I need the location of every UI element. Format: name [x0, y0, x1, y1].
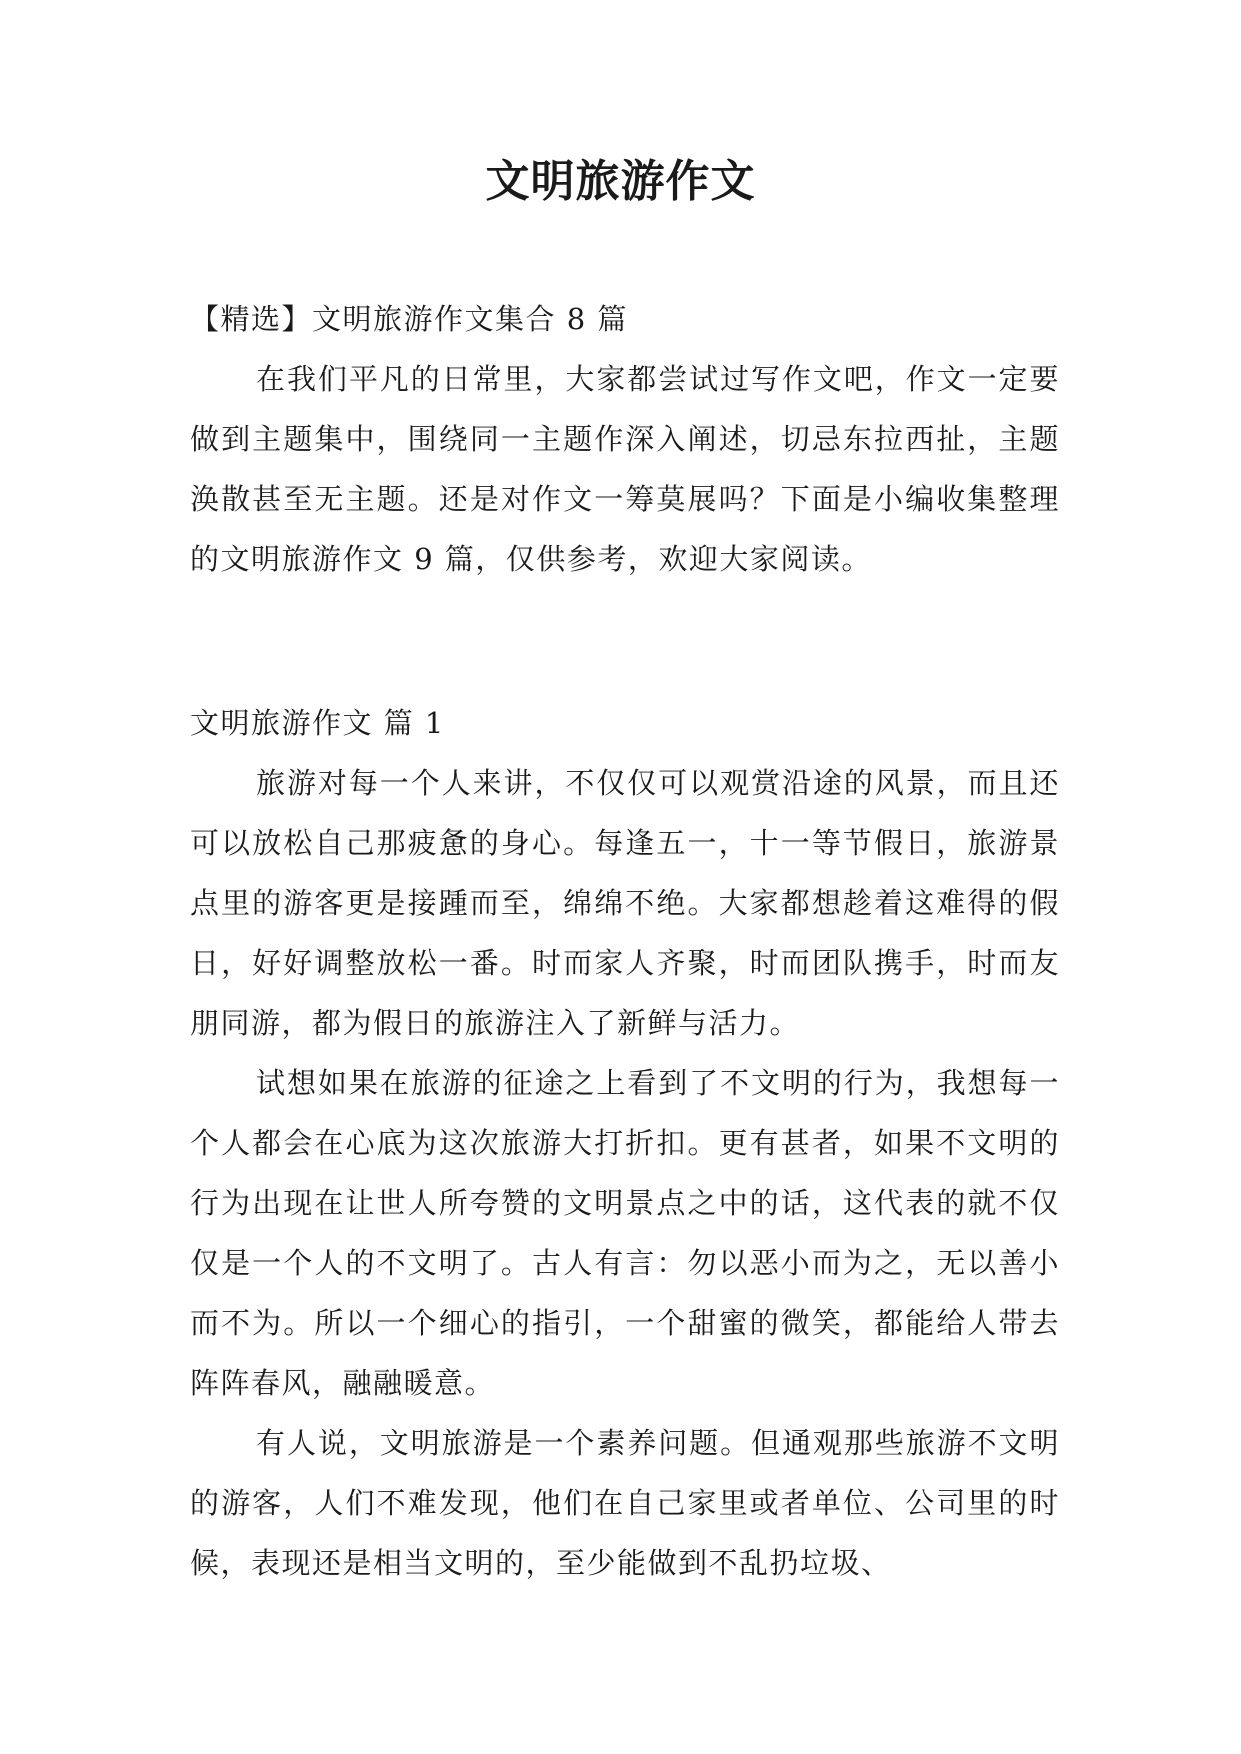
body-paragraph-2: 试想如果在旅游的征途之上看到了不文明的行为，我想每一个人都会在心底为这次旅游大打折扣。更有甚者，如果不文明的行为出现在让世人所夸赞的文明景点之中的话，这代表的就不仅仅是一个人的不文明了。古人有言：勿以恶小而为之，无以善小而不为。所以一个细心的指引，一个甜蜜的微笑，都能给人带去阵阵春风，融融暖意。 [190, 1066, 1060, 1400]
body-paragraph-3: 有人说，文明旅游是一个素养问题。但通观那些旅游不文明的游客，人们不难发现，他们在自己家里或者单位、公司里的时候，表现还是相当文明的，至少能做到不乱扔垃圾、 [190, 1426, 1060, 1580]
body-paragraph-1: 旅游对每一个人来讲，不仅仅可以观赏沿途的风景，而且还可以放松自己那疲惫的身心。每逢五一，十一等节假日，旅游景点里的游客更是接踵而至，绵绵不绝。大家都想趁着这难得的假日，好好调整放松一番。时而家人齐聚，时而团队携手，时而友朋同游，都为假日的旅游注入了新鲜与活力。 [190, 766, 1060, 1040]
intro-paragraph: 在我们平凡的日常里，大家都尝试过写作文吧，作文一定要做到主题集中，围绕同一主题作深入阐述，切忌东拉西扯，主题涣散甚至无主题。还是对作文一筹莫展吗？下面是小编收集整理的文明旅游作文 9 篇，仅供参考，欢迎大家阅读。 [190, 362, 1060, 576]
document-title: 文明旅游作文 [485, 156, 756, 207]
document-subtitle: 【精选】文明旅游作文集合 8 篇 [190, 302, 628, 336]
section-heading: 文明旅游作文 篇 1 [190, 706, 445, 740]
